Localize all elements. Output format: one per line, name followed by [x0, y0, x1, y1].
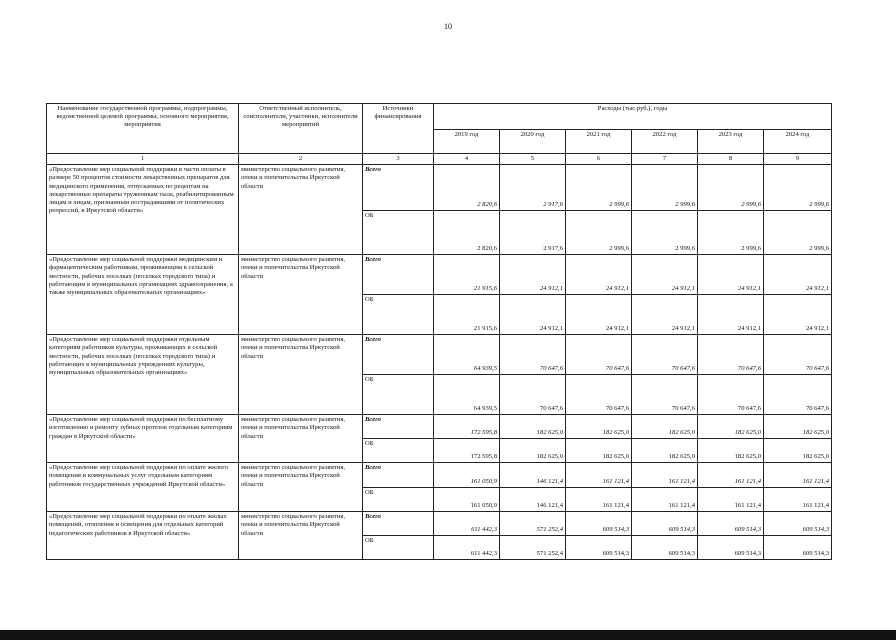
table-row — [47, 255, 832, 295]
source-ob-label: ОБ — [363, 211, 434, 255]
ob-value: 21 915,6 — [434, 295, 500, 335]
source-ob-label: ОБ — [363, 488, 434, 512]
header-sources: Источники финансирования — [363, 104, 434, 154]
source-total-label: Всего — [363, 165, 434, 211]
total-value: 24 912,1 — [698, 255, 764, 295]
total-value: 70 647,6 — [764, 335, 832, 375]
ob-value: 571 252,4 — [500, 536, 566, 560]
ob-value: 161 121,4 — [632, 488, 698, 512]
ob-value: 70 647,6 — [632, 375, 698, 415]
ob-value: 24 912,1 — [764, 295, 832, 335]
ob-value: 609 514,3 — [764, 536, 832, 560]
ob-value: 70 647,6 — [698, 375, 764, 415]
ob-value: 2 999,6 — [632, 211, 698, 255]
measure-name: «Предоставление мер социальной поддержки в части оплаты в размере 50 процентов стоимости лекарственных препаратов для медицинского применения, отпускаемых по рецептам на лекарственные препараты труженикам тыла, реабилитированным лицам и лицам, признанным пострадавшими от политических репрессий, в Иркутской области» — [47, 165, 239, 255]
total-value: 161 121,4 — [566, 463, 632, 488]
source-total-label: Всего — [363, 512, 434, 536]
measure-name: «Предоставление мер социальной поддержки по оплате жилого помещения и коммунальных услуг отдельным категориям работников государственных учреждений Иркутской области» — [47, 463, 239, 512]
table-row — [47, 165, 832, 211]
column-number: 9 — [764, 154, 832, 165]
header-year: 2023 год — [698, 130, 764, 154]
total-value: 24 912,1 — [500, 255, 566, 295]
total-value: 161 050,9 — [434, 463, 500, 488]
total-value: 21 915,6 — [434, 255, 500, 295]
total-value: 146 121,4 — [500, 463, 566, 488]
table-row — [47, 512, 832, 536]
ob-value: 609 514,3 — [632, 536, 698, 560]
header-year: 2021 год — [566, 130, 632, 154]
source-ob-label: ОБ — [363, 295, 434, 335]
total-value: 161 121,4 — [764, 463, 832, 488]
total-value: 2 999,6 — [698, 165, 764, 211]
source-total-label: Всего — [363, 415, 434, 439]
column-number: 4 — [434, 154, 500, 165]
responsible-cell: министерство социального развития, опеки и попечительства Иркутской области — [239, 463, 363, 512]
total-value: 70 647,6 — [566, 335, 632, 375]
total-value: 161 121,4 — [698, 463, 764, 488]
total-value: 182 625,0 — [764, 415, 832, 439]
column-number: 8 — [698, 154, 764, 165]
table-row — [47, 415, 832, 439]
total-value: 24 912,1 — [764, 255, 832, 295]
column-number: 1 — [47, 154, 239, 165]
ob-value: 182 625,0 — [566, 439, 632, 463]
header-year: 2024 год — [764, 130, 832, 154]
scan-edge-band — [0, 630, 896, 640]
total-value: 571 252,4 — [500, 512, 566, 536]
total-value: 24 912,1 — [632, 255, 698, 295]
header-year: 2022 год — [632, 130, 698, 154]
table-row — [47, 463, 832, 488]
ob-value: 24 912,1 — [566, 295, 632, 335]
ob-value: 2 999,6 — [764, 211, 832, 255]
ob-value: 161 121,4 — [764, 488, 832, 512]
measure-name: «Предоставление мер социальной поддержки по оплате жилых помещений, отопления и освещения для отдельных категорий педагогических работников в Иркутской области» — [47, 512, 239, 560]
table-row — [47, 335, 832, 375]
total-value: 70 647,6 — [500, 335, 566, 375]
ob-value: 611 442,3 — [434, 536, 500, 560]
total-value: 182 625,0 — [566, 415, 632, 439]
source-total-label: Всего — [363, 463, 434, 488]
total-value: 182 625,0 — [698, 415, 764, 439]
ob-value: 182 625,0 — [500, 439, 566, 463]
responsible-cell: министерство социального развития, опеки и попечительства Иркутской области — [239, 335, 363, 415]
ob-value: 146 121,4 — [500, 488, 566, 512]
ob-value: 24 912,1 — [698, 295, 764, 335]
ob-value: 2 820,6 — [434, 211, 500, 255]
source-ob-label: ОБ — [363, 375, 434, 415]
total-value: 2 999,6 — [632, 165, 698, 211]
source-total-label: Всего — [363, 335, 434, 375]
ob-value: 2 917,6 — [500, 211, 566, 255]
total-value: 2 999,6 — [764, 165, 832, 211]
ob-value: 161 121,4 — [698, 488, 764, 512]
ob-value: 182 625,0 — [764, 439, 832, 463]
ob-value: 70 647,6 — [764, 375, 832, 415]
column-number: 2 — [239, 154, 363, 165]
responsible-cell: министерство социального развития, опеки и попечительства Иркутской области — [239, 415, 363, 463]
total-value: 2 999,6 — [566, 165, 632, 211]
ob-value: 161 121,4 — [566, 488, 632, 512]
ob-value: 182 625,0 — [698, 439, 764, 463]
column-number: 3 — [363, 154, 434, 165]
page-number: 10 — [444, 22, 452, 31]
total-value: 24 912,1 — [566, 255, 632, 295]
ob-value: 172 595,8 — [434, 439, 500, 463]
column-number: 5 — [500, 154, 566, 165]
total-value: 161 121,4 — [632, 463, 698, 488]
total-value: 609 514,3 — [764, 512, 832, 536]
source-total-label: Всего — [363, 255, 434, 295]
total-value: 182 625,0 — [500, 415, 566, 439]
ob-value: 24 912,1 — [632, 295, 698, 335]
responsible-cell: министерство социального развития, опеки и попечительства Иркутской области — [239, 512, 363, 560]
measure-name: «Предоставление мер социальной поддержки медицинским и фармацевтическим работникам, проживающим в сельской местности, рабочих поселках (поселках городского типа) и работающим в муниципальных организациях здравоохранения, а также муниципальных образовательных организациях» — [47, 255, 239, 335]
ob-value: 24 912,1 — [500, 295, 566, 335]
column-number: 6 — [566, 154, 632, 165]
total-value: 2 820,6 — [434, 165, 500, 211]
total-value: 70 647,6 — [632, 335, 698, 375]
ob-value: 70 647,6 — [566, 375, 632, 415]
ob-value: 182 625,0 — [632, 439, 698, 463]
total-value: 2 917,6 — [500, 165, 566, 211]
measure-name: «Предоставление мер социальной поддержки отдельным категориям работников культуры, проживающих в сельской местности, рабочих поселках (поселках городского типа) и работающих в муниципальных учреждениях культуры, муниципальных образовательных организациях» — [47, 335, 239, 415]
total-value: 609 514,3 — [566, 512, 632, 536]
header-year: 2019 год — [434, 130, 500, 154]
total-value: 609 514,3 — [632, 512, 698, 536]
total-value: 611 442,3 — [434, 512, 500, 536]
measure-name: «Предоставление мер социальной поддержки по бесплатному изготовлению и ремонту зубных протезов отдельным категориям граждан в Иркутской области» — [47, 415, 239, 463]
total-value: 70 647,6 — [698, 335, 764, 375]
ob-value: 64 939,5 — [434, 375, 500, 415]
header-year: 2020 год — [500, 130, 566, 154]
ob-value: 609 514,3 — [566, 536, 632, 560]
responsible-cell: министерство социального развития, опеки и попечительства Иркутской области — [239, 165, 363, 255]
total-value: 64 939,5 — [434, 335, 500, 375]
ob-value: 161 050,9 — [434, 488, 500, 512]
header-responsible: Ответственный исполнитель, соисполнители, участники, исполнители мероприятий — [239, 104, 363, 154]
source-ob-label: ОБ — [363, 536, 434, 560]
ob-value: 2 999,6 — [566, 211, 632, 255]
source-ob-label: ОБ — [363, 439, 434, 463]
total-value: 172 595,8 — [434, 415, 500, 439]
column-number: 7 — [632, 154, 698, 165]
ob-value: 70 647,6 — [500, 375, 566, 415]
responsible-cell: министерство социального развития, опеки и попечительства Иркутской области — [239, 255, 363, 335]
ob-value: 609 514,3 — [698, 536, 764, 560]
header-expenses: Расходы (тыс.руб.), годы — [434, 104, 832, 130]
header-name: Наименование государственной программы, подпрограммы, ведомственной целевой программы, основного мероприятия, мероприятия — [47, 104, 239, 154]
expenses-table — [46, 103, 832, 560]
total-value: 182 625,0 — [632, 415, 698, 439]
ob-value: 2 999,6 — [698, 211, 764, 255]
total-value: 609 514,3 — [698, 512, 764, 536]
